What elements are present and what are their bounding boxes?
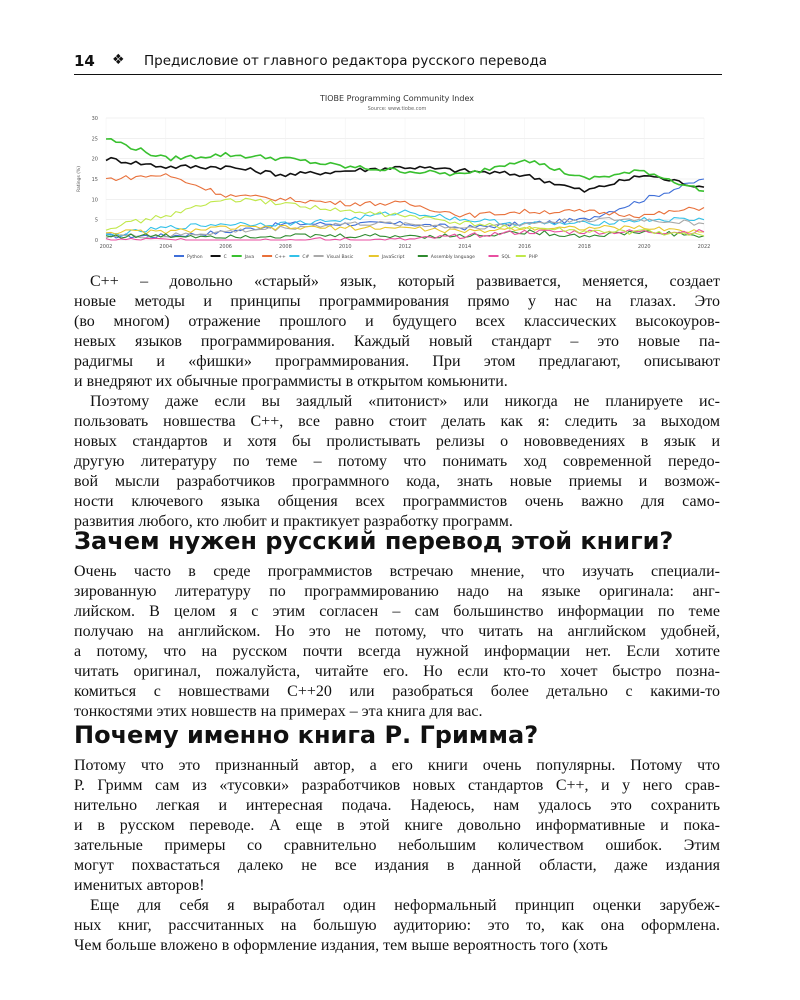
page-number: 14 (74, 52, 95, 70)
text-line: зательные примеры со сравнительно небольшим количеством ошибок. Этим (74, 837, 720, 854)
text-line: Потому что это признанный автор, а его книги очень популярны. Потому что (74, 757, 720, 774)
header-rule (74, 74, 722, 75)
text-block-grimm (74, 756, 720, 956)
y-axis-label: Ratings (%) (77, 165, 82, 193)
paragraph (74, 896, 720, 956)
y-tick-label: 10 (91, 197, 98, 204)
legend-label: C# (302, 255, 310, 260)
text-line: Р. Гримм сам из «тусовки» разработчиков новых стандартов С++, и у него срав- (74, 777, 720, 794)
legend-label: SQL (501, 255, 511, 260)
legend-label: Assembly language (430, 255, 475, 260)
x-tick-label: 2006 (219, 244, 232, 250)
paragraph (74, 272, 720, 392)
tiobe-chart (74, 90, 720, 266)
chart-subtitle: Source: www.tiobe.com (367, 106, 427, 112)
legend-label: C (223, 255, 227, 260)
legend-label: C++ (275, 255, 286, 260)
x-tick-label: 2008 (279, 244, 292, 250)
text-line: лийском. В целом я с этим согласен – сам большинство информации по теме (74, 603, 720, 620)
x-tick-label: 2018 (578, 244, 591, 250)
paragraph (74, 392, 720, 532)
y-tick-label: 0 (94, 238, 98, 244)
text-line: невых языков программирования. Каждый новый стандарт – это новые па- (74, 333, 720, 350)
section-heading-why-grimm: Почему именно книга Р. Гримма? (74, 721, 539, 749)
legend-label: JavaScript (381, 255, 405, 260)
legend-label: Visual Basic (326, 255, 354, 260)
text-line: Чем больше вложено в оформление издания, тем выше вероятность того (хоть (74, 937, 608, 954)
text-line: зированную литературу по программированию надо на языке оригинала: анг- (74, 583, 720, 600)
x-tick-label: 2004 (159, 244, 173, 250)
y-tick-label: 5 (94, 217, 98, 224)
paragraph (74, 756, 720, 896)
x-tick-label: 2016 (518, 244, 531, 250)
header-ornament-icon: ❖ (112, 52, 125, 68)
text-line: могут похвастаться далеко не все издания в данной области, даже издания (74, 857, 720, 874)
text-line: Еще для себя я выработал один неформальный принцип оценки зарубеж- (90, 897, 720, 914)
text-line: и в русском переводе. А еще в этой книге довольно информативные и пока- (74, 817, 720, 834)
y-tick-label: 20 (91, 156, 98, 163)
text-line: (во многом) отражение прошлого и будущего всех классических высокоуров- (74, 313, 720, 330)
text-line: Очень часто в среде программистов встречаю мнение, что изучать специали- (74, 563, 720, 580)
chart-svg (74, 90, 720, 266)
x-tick-label: 2010 (338, 244, 352, 250)
chart-title: TIOBE Programming Community Index (320, 94, 474, 103)
text-line: именитых авторов! (74, 877, 205, 894)
text-line: тонкостями этих новшеств на примерах – эта книга для вас. (74, 703, 483, 720)
y-tick-label: 30 (91, 116, 98, 122)
text-line: развития любого, кто любит и практикует разработку программ. (74, 513, 513, 530)
text-line: вой мысли разработчиков программного кода, знать новые приемы и возмож- (74, 473, 720, 490)
text-line: читать оригинал, пожалуйста, читайте его. Но если кто-то хочет быстро позна- (74, 663, 720, 680)
text-line: ных книг, рассчитанных на большую аудиторию: это то, как она оформлена. (74, 917, 720, 934)
text-block-intro (74, 272, 720, 532)
text-line: нительно легкая и интересная подача. Надеюсь, нам удалось это сохранить (74, 797, 720, 814)
y-tick-label: 25 (91, 136, 98, 143)
x-tick-label: 2014 (458, 244, 472, 250)
legend-label: Python (187, 255, 203, 260)
x-tick-label: 2022 (697, 244, 711, 250)
text-line: а потому, что на русском почти всегда нужной информации нет. Если хотите (74, 643, 720, 660)
legend-label: PHP (528, 255, 538, 260)
text-line: другую литературу по теме – потому что понимать ход современной передо- (74, 453, 720, 470)
x-tick-label: 2012 (398, 244, 412, 250)
text-line: новых стандартов и хотя бы пролистывать релизы о нововведениях в язык и (74, 433, 720, 450)
y-tick-label: 15 (91, 177, 98, 183)
running-header (74, 52, 722, 74)
text-block-translation (74, 562, 720, 722)
text-line: пользовать новшества С++, все равно стоит делать как я: следить за выходом (74, 413, 720, 430)
running-title: Предисловие от главного редактора русского перевода (144, 53, 548, 69)
text-line: С++ – довольно «старый» язык, который развивается, меняется, создает (90, 273, 720, 290)
text-line: радигмы и «фишки» программирования. При этом предлагают, описывают (74, 353, 720, 370)
x-tick-label: 2020 (637, 244, 651, 250)
paragraph (74, 562, 720, 722)
text-line: ности ключевого языка общения всех программистов очень важно для само- (74, 493, 720, 510)
x-tick-label: 2002 (99, 244, 113, 250)
text-line: новые методы и принципы программирования прямо у нас на глазах. Это (74, 293, 720, 310)
text-line: получаю на английском. Но это не потому, что читать на английском удобней, (74, 623, 720, 640)
text-line: комиться с новшествами С++20 или разобраться более детально с какими-то (74, 683, 720, 700)
section-heading-why-translation: Зачем нужен русский перевод этой книги? (74, 527, 674, 555)
legend-label: Java (244, 255, 255, 260)
text-line: Поэтому даже если вы заядлый «питонист» или никогда не планируете ис- (90, 393, 720, 410)
text-line: и внедряют их обычные программисты в открытом комьюнити. (74, 373, 508, 390)
